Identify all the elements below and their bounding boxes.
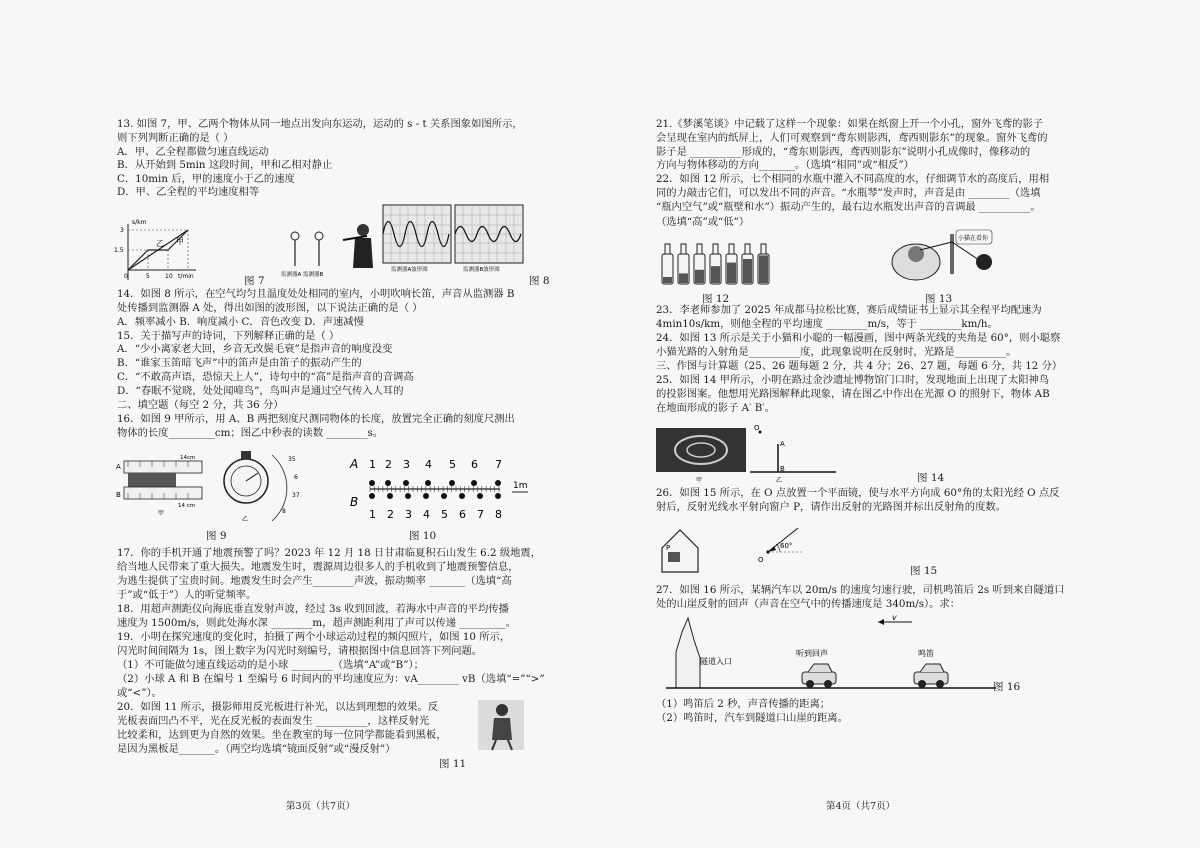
figure-14-yi-label: 乙 (776, 477, 783, 484)
mirror (950, 234, 954, 274)
question-line: （1）不可能做匀速直线运动的是小球 ________（选填“A”或“B”）； (117, 659, 424, 671)
ball-b (405, 493, 411, 499)
question-line: 26．如图 15 所示，在 O 点放置一个平面镜，使与水平方向成 60°角的太阳光经 O 点反 (656, 487, 1060, 499)
question-line: 会呈现在室内的纸屏上，人们可观察到“鸢东则影西，鸢西则影东”的现象。窗外飞鸢的 (656, 132, 1048, 144)
question-line: 则下列判断正确的是（ ） (117, 132, 234, 144)
ball-b-number: 7 (477, 508, 484, 521)
ball-b-number: 2 (387, 508, 394, 521)
ball-a (403, 480, 409, 486)
question-line: 方向与物体移动的方向_______。（选填“相同”或“相反”） (656, 159, 914, 171)
figure-16-caption: 图 16 (993, 681, 1021, 693)
dial-tick-6: 6 (294, 474, 298, 481)
ball-b (369, 493, 375, 499)
figure-10-balls (350, 456, 530, 522)
ruler-b-label: B (116, 491, 121, 499)
water-bottle (742, 244, 753, 284)
scale-unit: 1m (513, 481, 528, 491)
dial-tick-37: 37 (292, 492, 300, 499)
question-line: C．“不敢高声语，恐惊天上人”，诗句中的“高”是指声音的音调高 (117, 371, 414, 383)
monitor-a-head (291, 232, 299, 240)
ball-a (385, 480, 391, 486)
car-honk (914, 664, 948, 688)
ball-b (459, 493, 465, 499)
dial-tick-8: 8 (282, 508, 286, 515)
question-line: 射后，反射光线水平射向窗户 P，请作出反射的光路图并标出反射角的度数。 (656, 501, 1006, 513)
ball-b-number: 3 (405, 508, 412, 521)
ball-b-number: 8 (495, 508, 502, 521)
question-line: D．“春眠不觉晓，处处闻啼鸟”，鸟叫声是通过空气传入人耳的 (117, 385, 404, 397)
ruler-a-label: A (116, 463, 121, 471)
ball-a-number: 1 (369, 458, 376, 471)
question-line: 二、填空题（每空 2 分，共 36 分） (117, 399, 284, 411)
figure-11-caption: 图 11 (439, 758, 467, 770)
dial-tick-35: 35 (288, 456, 296, 463)
figure-14-sunbird-photo (656, 428, 746, 484)
water-bottle (758, 244, 769, 284)
question-line: 物体的长度_________cm；图乙中秒表的读数 ________s。 (117, 427, 384, 439)
water-bottle (726, 244, 737, 284)
ball-b-number: 1 (369, 508, 376, 521)
ball-a-number: 5 (449, 458, 456, 471)
question-line: 14．如图 8 所示，在空气均匀且温度处处相同的室内，小明吹响长笛，声音从监测器 B (117, 288, 515, 300)
figure-9-stopwatch (210, 445, 310, 525)
series-label-yi: 乙 (156, 239, 164, 248)
ball-b (423, 493, 429, 499)
y-tick-1.5: 1.5 (114, 247, 124, 254)
ball-a-number: 6 (471, 458, 478, 471)
question-line: 或“<”）。 (117, 687, 162, 699)
x-tick-10: 10 (165, 273, 173, 280)
question-line: 处的山崖反射的回声（声音在空气中的传播速度是 340m/s）。求： (656, 598, 961, 610)
ball-b (477, 493, 483, 499)
ball-a (471, 480, 477, 486)
ruler-a-end: 14cm (180, 455, 196, 461)
question-line: 20．如图 11 所示，摄影师用反光板进行补光，以达到理想的效果。反 (117, 701, 439, 713)
row-a-label: A (350, 457, 359, 471)
right-page (600, 0, 1200, 848)
figure-14-jia-label: 甲 (696, 477, 703, 484)
angle-label: 60° (780, 542, 793, 550)
ball-a-number: 3 (403, 458, 410, 471)
question-line: C．10min 后，甲的速度小于乙的速度 (117, 173, 295, 185)
ball-a (369, 480, 375, 486)
series-label-jia: 甲 (176, 237, 184, 246)
ball-a-number: 4 (425, 458, 432, 471)
ball-a (425, 480, 431, 486)
ball-a-number: 2 (385, 458, 392, 471)
x-tick-5: 5 (146, 273, 150, 280)
figure-8-flute-player (343, 222, 379, 272)
question-line: B．“谁家玉笛暗飞声”中的笛声是由笛子的振动产生的 (117, 357, 362, 369)
question-line: 小猫光路的入射角是__________度，此现象说明在反射时，光路是__________。 (656, 346, 1017, 358)
question-line: 影子是 __________形成的，“鸢东则影西，鸢西则影东”说明小孔成像时，像移动的 (656, 146, 1031, 158)
figure-12-caption: 图 12 (702, 293, 730, 305)
page-footer-left: 第3页（共7页） (286, 801, 356, 812)
figure-13-caption: 图 13 (925, 293, 953, 305)
heard-echo-label: 听到回声 (796, 649, 828, 658)
question-line: 的投影图案。他想用光路图解释此现象，请在图乙中作出在光源 O 的照射下，物体 AB (656, 388, 1050, 400)
question-line: 三、作图与计算题（25、26 题每题 2 分，共 4 分；26、27 题，每题 6 分，共 12 分） (656, 360, 1063, 372)
question-line: 是因为黑板是_______。（两空均选填“镜面反射”或“漫反射”） (117, 743, 396, 755)
water-bottle (710, 244, 721, 284)
ball-b (495, 493, 501, 499)
figure-7-st-graph (114, 219, 198, 282)
question-line: 27．如图 16 所示，某辆汽车以 20m/s 的速度匀速行驶，司机鸣笛后 2s 听到来自隧道口 (656, 584, 1065, 596)
question-line: 19．小明在探究速度的变化时，拍摄了两个小球运动过程的频闪照片，如图 10 所示， (117, 631, 511, 643)
ruler-b-end: 14 cm (178, 503, 196, 509)
figure-9-yi-label: 乙 (242, 516, 249, 523)
monitor-b-head (315, 232, 323, 240)
ball-b-number: 4 (423, 508, 430, 521)
question-line: A．频率减小 B．响度减小 C．音色改变 D．声速减慢 (117, 316, 364, 328)
question-line: 比较柔和，达到更为自然的效果。坐在教室的每一位同学都能看到黑板， (117, 729, 447, 741)
question-line: 为逃生提供了宝贵时间。地震发生时会产生________声波，振动频率 _______（选填“高 (117, 575, 512, 587)
point-a-label: A (780, 440, 785, 448)
monitor-caption: 监测器A 监测器B (281, 272, 324, 278)
ruler-a (124, 461, 202, 473)
question-line: 25．如图 14 甲所示，小明在路过金沙遗址博物馆门口时，发现地面上出现了太阳神鸟 (656, 374, 1050, 386)
figure-8-monitors (283, 226, 343, 276)
question-line: 光板表面凹凸不平，光在反光板的表面发生 __________，这样反射光 (117, 715, 430, 727)
question-line: 23．李老师参加了 2025 年成都马拉松比赛，赛后成绩证书上显示其全程平均配速为 (656, 304, 1042, 316)
figure-14-caption: 图 14 (917, 472, 945, 484)
row-b-balls (369, 493, 502, 521)
question-line: 4min10s/km，则他全程的平均速度 ________m/s，等于 ________km/h。 (656, 318, 998, 330)
ruler-b (124, 487, 202, 499)
figure-10-caption: 图 10 (409, 530, 437, 542)
question-line: （1）鸣笛后 2 秒，声音传播的距离； (656, 698, 831, 710)
figure-13-cartoon (890, 228, 1000, 284)
ball-b (441, 493, 447, 499)
row-a-balls (369, 458, 502, 486)
ball-b-number: 6 (459, 508, 466, 521)
water-bottle (694, 244, 705, 284)
question-line: 速度为 1500m/s，则此处海水深 ________m，超声测距利用了声可以传递 _________。 (117, 617, 516, 629)
figure-15-diagram (658, 522, 808, 578)
figure-9-rulers (118, 455, 208, 517)
speech-bubble: 小猫在看你 (958, 235, 989, 242)
question-line: 闪光时间间隔为 1s，图上数字为闪光时刻编号，请根据图中信息回答下列问题。 (117, 645, 483, 657)
figure-8-waveform-b (455, 205, 523, 273)
question-line: 于”或“低于”）人的听觉频率。 (117, 589, 257, 601)
figure-7-caption: 图 7 (244, 275, 265, 287)
question-line: 22．如图 12 所示，七个相同的水瓶中灌入不同高度的水，仔细调节水的高度后，用相 (656, 173, 1050, 185)
question-line: 处传播到监测器 A 处，得出如图的波形图，以下说法正确的是（ ） (117, 302, 423, 314)
ball-b-number: 5 (441, 508, 448, 521)
ball-a-number: 7 (495, 458, 502, 471)
question-line: 16．如图 9 甲所示，用 A、B 两把刻度尺测同物体的长度，放置完全正确的刻度尺测出 (117, 413, 515, 425)
water-bottle (662, 244, 673, 284)
water-bottle (678, 244, 689, 284)
question-line: 18．用超声测距仪向海底垂直发射声波，经过 3s 收到回波，若海水中声音的平均传播 (117, 603, 509, 615)
point-b-label: B (780, 465, 785, 473)
question-line: （2）小球 A 和 B 在编号 1 至编号 6 时间内的平均速度应为：vA________ vB（选填“=”“>” (117, 673, 545, 685)
question-line: 13. 如图 7，甲、乙两个物体从同一地点出发向东运动，运动的 s - t 关系图象如图所示， (117, 118, 523, 130)
question-line: D．甲、乙全程的平均速度相等 (117, 186, 260, 198)
page-footer-right: 第4页（共7页） (826, 801, 896, 812)
window-p-label: P (666, 544, 671, 552)
question-line: 15．关于描写声的诗词，下列解释正确的是（ ） (117, 330, 340, 342)
figure-16-diagram (656, 612, 996, 692)
question-line: “瓶内空气”或“瓶壁和水”）振动产生的，最右边水瓶发出声音的音调最 __________。 (656, 201, 1041, 213)
ball-a (449, 480, 455, 486)
car-heard (802, 664, 836, 688)
y-tick-3: 3 (120, 227, 124, 234)
question-line: 给当地人民带来了重大损失。地震发生时，震源周边很多人的手机收到了地震预警信息， (117, 561, 519, 573)
window-p (668, 552, 680, 562)
ball-a (495, 480, 501, 486)
row-b-label: B (350, 495, 359, 509)
question-line: 21.《梦溪笔谈》中记载了这样一个现象：如果在纸窗上开一个小孔，窗外飞鸢的影子 (656, 118, 1044, 130)
figure-14-diagram (750, 424, 840, 484)
tunnel-label: 隧道入口 (700, 657, 732, 666)
question-line: （选填“高”或“低”） (656, 216, 750, 228)
question-line: A．“少小离家老大回，乡音无改鬓毛衰”是指声音的响度没变 (117, 343, 393, 355)
light-source-label: O (754, 424, 760, 432)
x-tick-0: 0 (124, 273, 128, 280)
figure-15-caption: 图 15 (910, 565, 938, 577)
figure-9-caption: 图 9 (206, 530, 227, 542)
point-o-label: O (758, 556, 764, 564)
question-line: 17．你的手机开通了地震预警了吗？2023 年 12 月 18 日甘肃临夏积石山发生 6.2 级地震， (117, 547, 542, 559)
figure-12-bottles (658, 240, 773, 286)
question-line: （2）鸣笛时，汽车到隧道口山崖的距离。 (656, 712, 848, 724)
ball-b (387, 493, 393, 499)
figure-8-caption: 图 8 (529, 275, 550, 287)
figure-8-waveform-a (383, 205, 451, 273)
waveform-a-label: 监测器A波形图 (391, 267, 428, 273)
question-line: A．甲、乙全程都做匀速直线运动 (117, 146, 269, 158)
question-line: 同的力敲击它们，可以发出不同的声音。“水瓶琴”发声时，声音是由 ________（选填 (656, 187, 1041, 199)
figure-11-photographer (478, 700, 524, 750)
honk-label: 鸣笛 (918, 649, 934, 658)
cliff (676, 618, 700, 688)
question-line: 在地面形成的影子 A′ B′。 (656, 402, 775, 414)
x-axis-label: t/min (178, 273, 194, 280)
y-axis-label: s/km (132, 219, 147, 226)
figure-9-jia-label: 甲 (158, 510, 165, 517)
question-line: 24．如图 13 所示是关于小猫和小聪的一幅漫画，图中两条光线的夹角是 60°，则小聪察 (656, 332, 1061, 344)
velocity-label: v (892, 613, 897, 622)
object-block (128, 473, 176, 487)
waveform-b-label: 监测器B波形图 (463, 267, 500, 273)
question-line: B．从开始到 5min 这段时间，甲和乙相对静止 (117, 159, 333, 171)
